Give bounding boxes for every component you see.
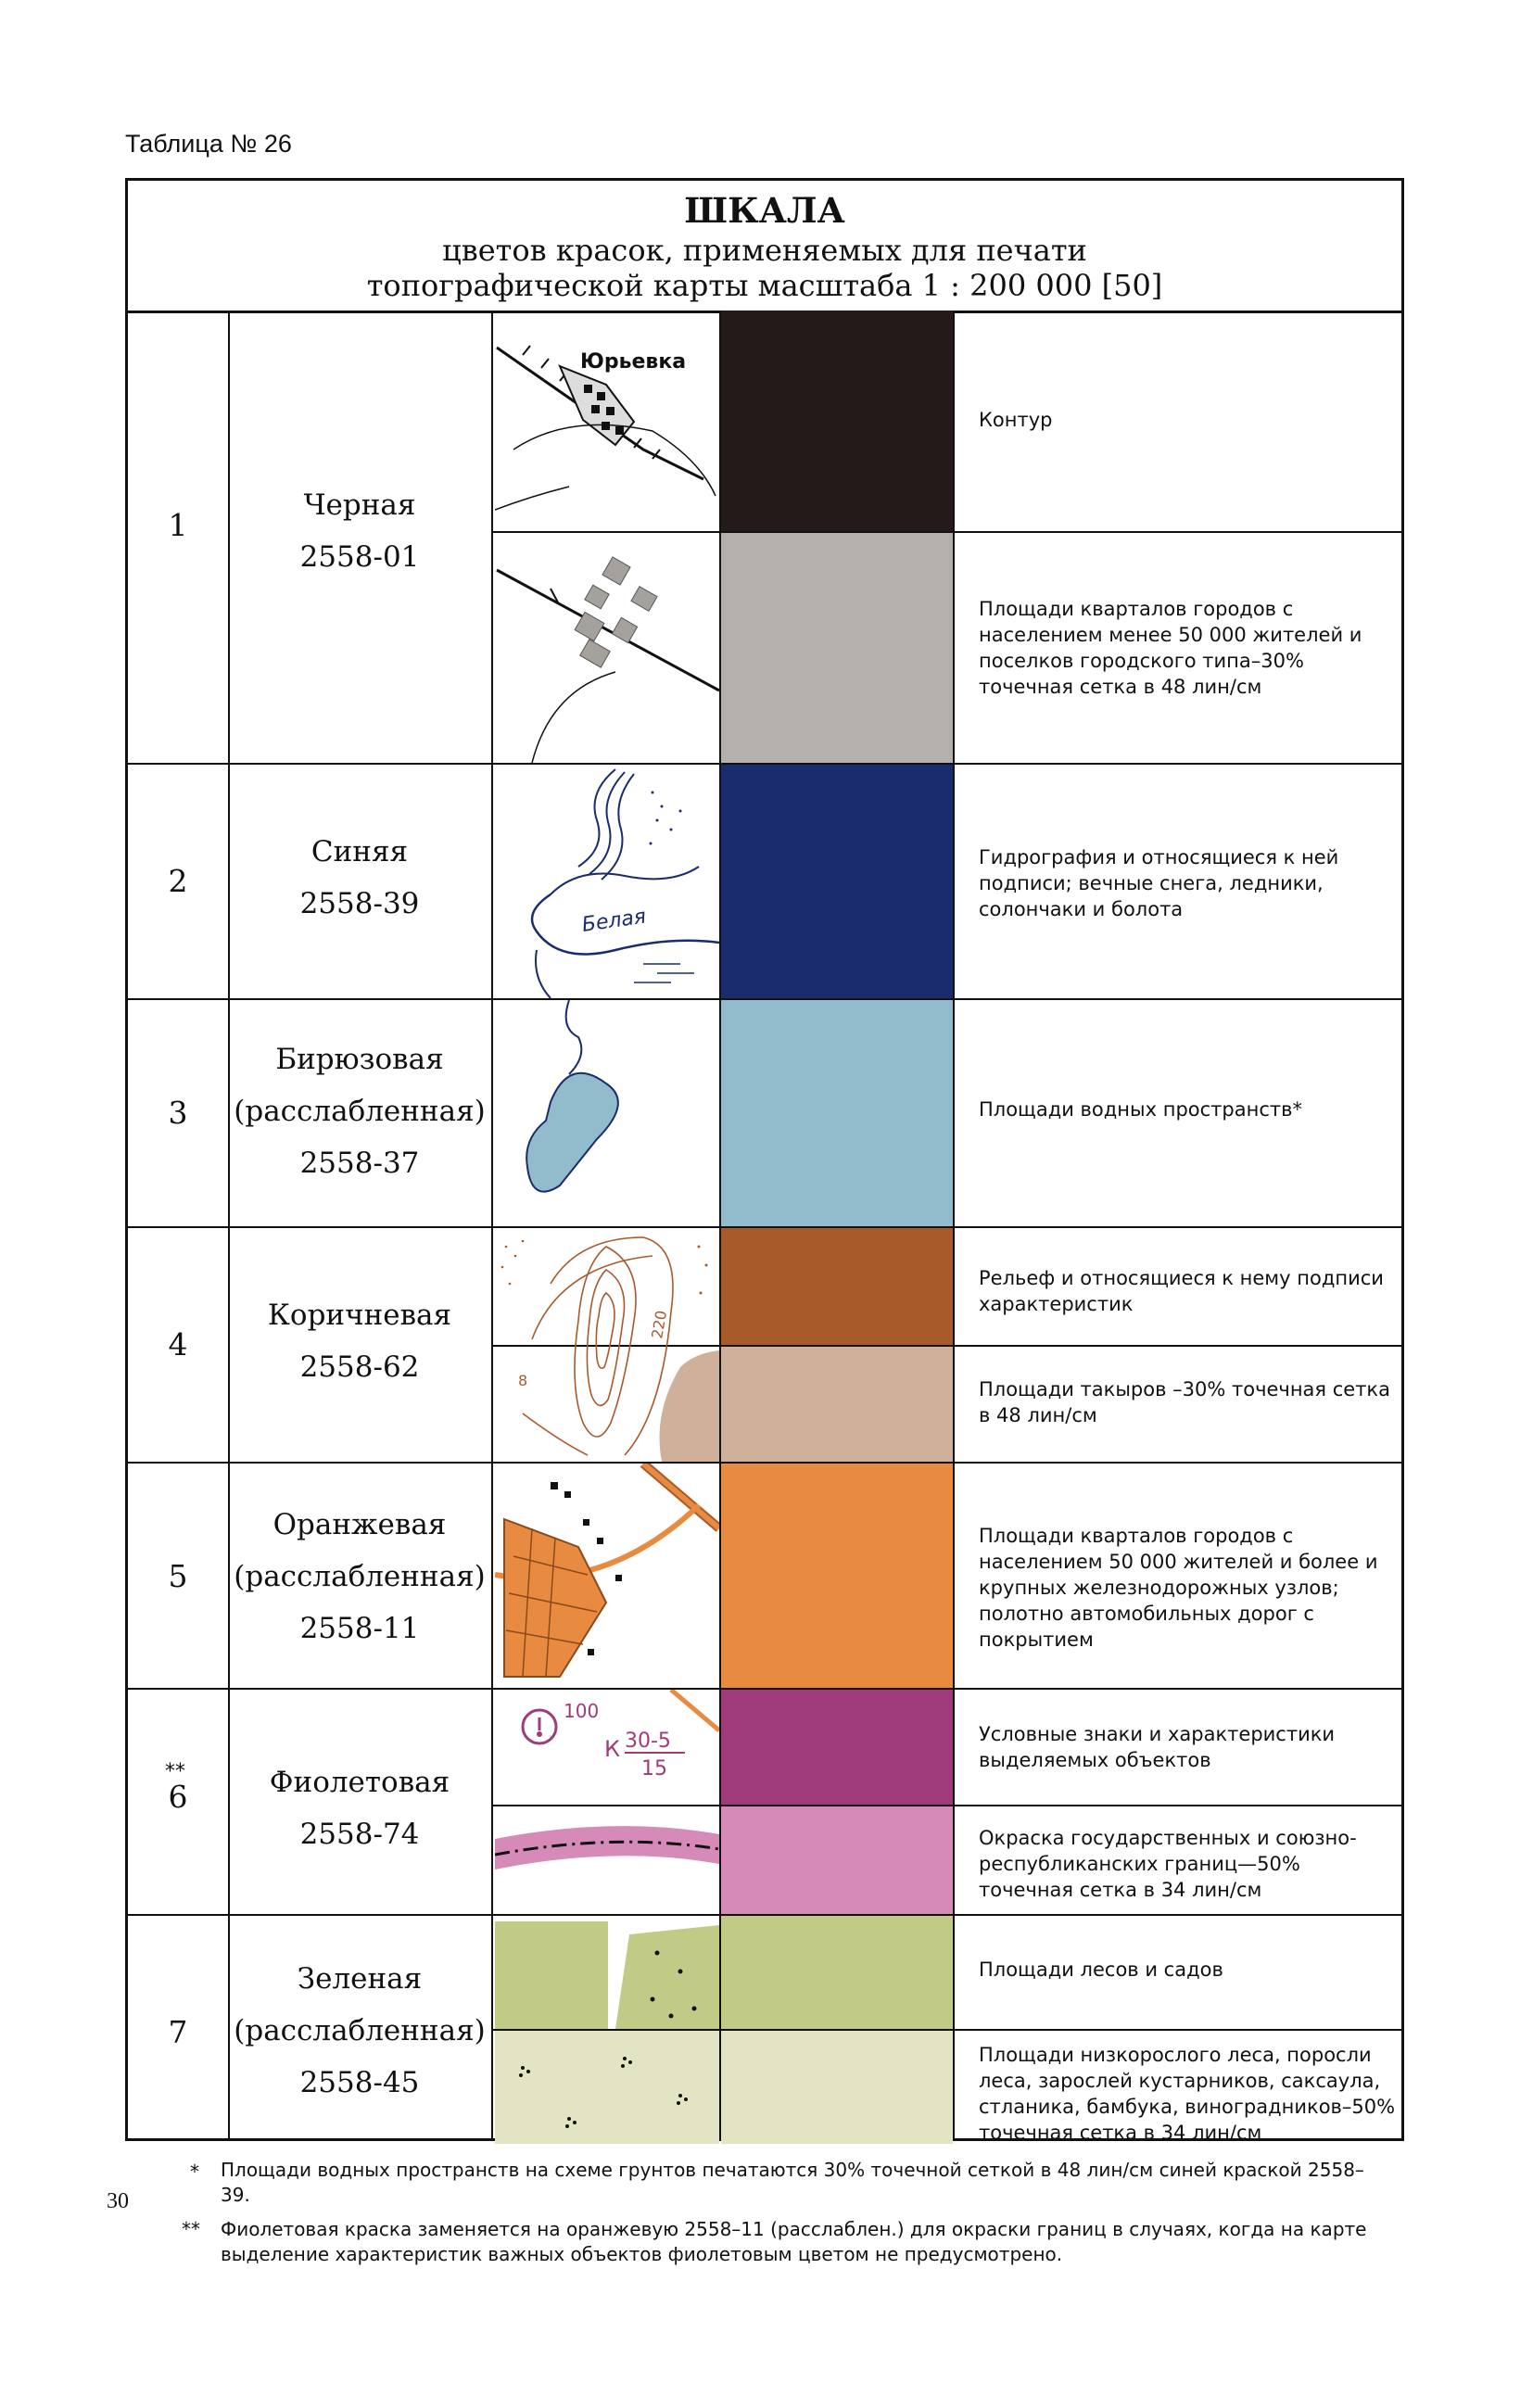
- footnote-text: Площади водных пространств на схеме грунтов печатаются 30% точечной сеткой в 48 лин/см синей краской 2558–39.: [221, 2159, 1364, 2206]
- color-name-cell: [230, 1289, 489, 1393]
- swatch-orange: [721, 1464, 953, 1688]
- row-number: 6: [168, 1779, 188, 1815]
- column-divider: [491, 311, 493, 2138]
- table-header: [128, 181, 1401, 313]
- fraction-denominator: 15: [641, 1757, 667, 1781]
- color-name-qualifier: (расслабленная): [234, 1095, 486, 1128]
- description: Рельеф и относящиеся к нему подписи характеристик: [979, 1267, 1384, 1315]
- color-name: Фиолетовая: [269, 1766, 450, 1799]
- footnote-mark: **: [182, 2218, 200, 2240]
- color-scale-table: [125, 178, 1404, 2144]
- color-name-cell: [230, 479, 489, 583]
- color-code: 2558-37: [299, 1147, 420, 1180]
- fraction-numerator: 30-5: [625, 1730, 671, 1753]
- description: Площади кварталов городов с населением менее 50 000 жителей и поселков городского типа–30% точечная сетка в 48 лин/см: [979, 598, 1362, 698]
- map-sample-settlement: [495, 533, 719, 763]
- footnote-marker: **: [165, 1760, 185, 1783]
- color-code: 2558-62: [299, 1350, 420, 1384]
- color-name: Черная: [303, 488, 416, 522]
- symbol-value: 100: [564, 1700, 600, 1722]
- swatch-blue: [721, 765, 953, 998]
- symbol-letter: К: [604, 1736, 621, 1762]
- description: Площади такыров –30% точечная сетка в 48 лин/см: [979, 1378, 1390, 1426]
- swatch-brown-screen: [721, 1347, 953, 1462]
- swatch-violet: [721, 1690, 953, 1805]
- footnote-mark: *: [190, 2161, 199, 2183]
- river-label: Белая: [580, 905, 648, 937]
- color-name-cell: [230, 826, 489, 930]
- row-number: 3: [168, 1095, 188, 1131]
- color-name: Бирюзовая: [275, 1043, 444, 1076]
- description: Контур: [979, 409, 1053, 431]
- color-code: 2558-01: [299, 540, 420, 574]
- table-title: ШКАЛА: [684, 190, 845, 231]
- color-name-cell: [230, 1499, 489, 1654]
- row-number: 1: [168, 507, 188, 543]
- swatch-gray-screen: [721, 533, 953, 763]
- description: Площади кварталов городов с населением 50 000 жителей и более и крупных железнодорожных узлов; полотно автомобильных дорог с покрытием: [979, 1525, 1378, 1651]
- color-code: 2558-39: [299, 887, 420, 920]
- description: Площади водных пространств*: [979, 1098, 1302, 1121]
- map-sample-relief: [495, 1228, 719, 1462]
- row-number: 7: [168, 2014, 188, 2050]
- swatch-violet-screen: [721, 1806, 953, 1914]
- description: Условные знаки и характеристики выделяемых объектов: [979, 1723, 1336, 1771]
- swatch-turquoise: [721, 1000, 953, 1226]
- description: Площади лесов и садов: [979, 1958, 1223, 1981]
- map-sample-border: [495, 1806, 719, 1914]
- color-name: Зеленая: [297, 1962, 423, 1996]
- table-label: Таблица № 26: [125, 130, 292, 158]
- color-name: Оранжевая: [272, 1508, 447, 1541]
- map-sample-hydrography: [495, 765, 719, 998]
- map-sample-forest: [495, 1916, 719, 2029]
- color-name-cell: [230, 1953, 489, 2109]
- column-divider: [953, 311, 955, 2138]
- column-divider: [228, 311, 230, 2138]
- color-name-cell: [230, 1756, 489, 1860]
- color-name-qualifier: (расслабленная): [234, 2014, 486, 2047]
- row-number: 4: [168, 1326, 188, 1362]
- description: Окраска государственных и союзно-республиканских границ—50% точечная сетка в 34 лин/см: [979, 1827, 1357, 1901]
- color-code: 2558-45: [299, 2066, 420, 2099]
- color-code: 2558-11: [299, 1612, 420, 1645]
- swatch-green: [721, 1916, 953, 2029]
- color-name-qualifier: (расслабленная): [234, 1560, 486, 1593]
- swatch-black: [721, 311, 953, 531]
- map-sample-city: [495, 1464, 719, 1688]
- color-name: Коричневая: [267, 1299, 452, 1332]
- contour-label: 220: [648, 1309, 671, 1340]
- swatch-green-screen: [721, 2031, 953, 2144]
- page-number: 30: [107, 2189, 129, 2213]
- row-number: 5: [168, 1558, 188, 1594]
- footnote-text: Фиолетовая краска заменяется на оранжевую 2558–11 (расслаблен.) для окраски границ в случаях, когда на карте выделение характеристик важных объектов фиолетовым цветом не предусмотрено.: [221, 2218, 1367, 2265]
- swatch-brown: [721, 1228, 953, 1345]
- description: Гидрография и относящиеся к ней подписи; вечные снега, ледники, солончаки и болота: [979, 846, 1339, 920]
- map-sample-shrubs: [495, 2031, 719, 2144]
- map-sample-symbols: [495, 1690, 719, 1805]
- table-subtitle-1: цветов красок, применяемых для печати: [442, 233, 1087, 268]
- map-sample-town: [495, 311, 719, 531]
- description: Площади низкорослого леса, поросли леса, зарослей кустарников, саксаула, стланика, бамбука, виноградников–50% точечная сетка в 34 лин/см: [979, 2044, 1396, 2144]
- map-sample-water-area: [495, 1000, 719, 1226]
- contour-label: 8: [518, 1372, 528, 1389]
- table-subtitle-2: топографической карты масштаба 1 : 200 000 [50]: [366, 268, 1163, 303]
- color-name: Синяя: [310, 835, 409, 868]
- color-name-cell: [230, 1033, 489, 1189]
- village-label: Юрьевка: [580, 350, 687, 374]
- color-code: 2558-74: [299, 1818, 420, 1851]
- row-number: 2: [168, 863, 188, 899]
